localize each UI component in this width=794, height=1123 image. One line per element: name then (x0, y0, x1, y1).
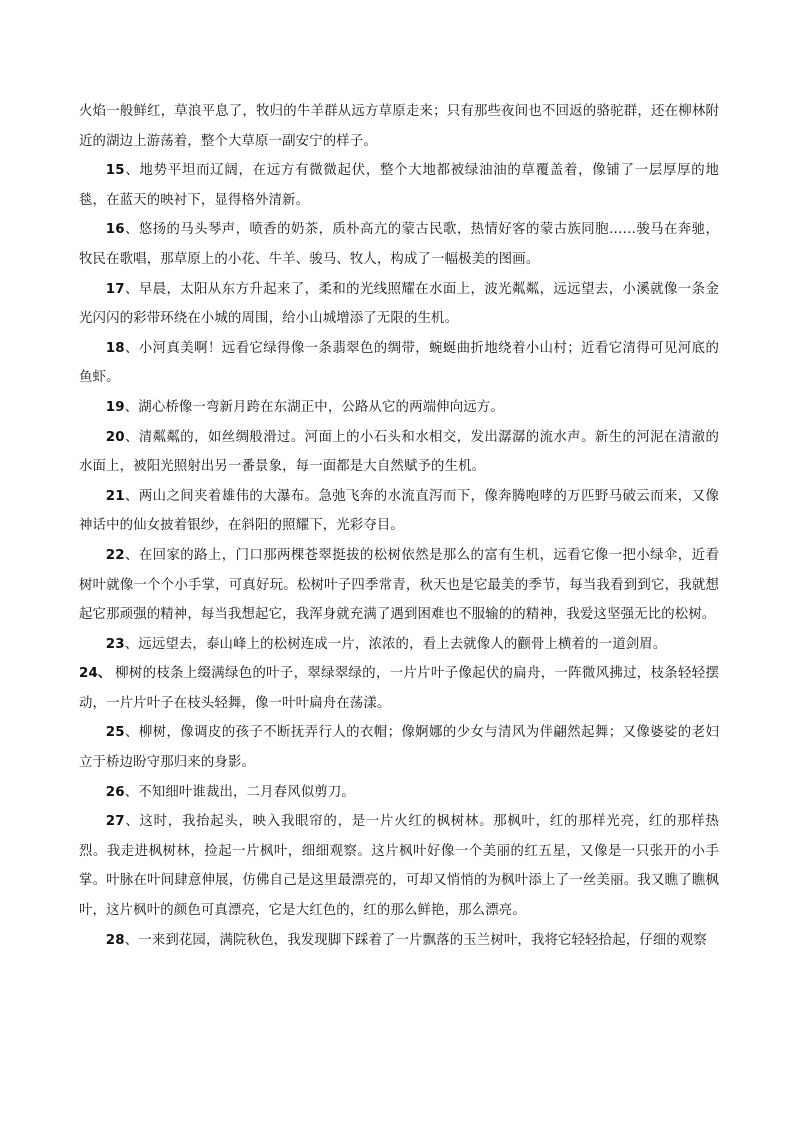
paragraph-text: 、这时，我抬起头，映入我眼帘的，是一片火红的枫树林。那枫叶，红的那样光亮，红的那样热烈。我走进枫树林，捡起一片枫叶，细细观察。这片枫叶好像一个美丽的红五星，又像是一只张开的小手掌。叶脉在叶间肆意伸展，仿佛自己是这里最漂亮的，可却又悄悄的为枫叶添上了一丝美丽。我又瞧了瞧枫叶，这片枫叶的颜色可真漂亮，它是大红色的，红的那么鲜艳，那么漂亮。 (79, 814, 719, 919)
document-page (79, 97, 719, 955)
paragraph-text: 、一来到花园，满院秋色，我发现脚下踩着了一片飘落的玉兰树叶，我将它轻轻拾起，仔细的观察 (124, 932, 707, 948)
paragraph-text: 、柳树，像调皮的孩子不断抚弄行人的衣帽；像婀娜的少女与清风为伴翩然起舞；又像婆娑的老妇立于桥边盼守那归来的身影。 (79, 725, 719, 771)
paragraph (79, 718, 719, 777)
paragraph-text: 、清粼粼的，如丝绸般滑过。河面上的小石头和水相交，发出潺潺的流水声。新生的河泥在清澈的水面上，被阳光照射出另一番景象，每一面都是大自然赋予的生机。 (79, 429, 719, 475)
paragraph-number: 26 (105, 784, 125, 800)
paragraph (79, 334, 719, 393)
paragraph-number: 18 (105, 340, 125, 356)
paragraph-text: 柳树的枝条上缀满绿色的叶子，翠绿翠绿的，一片片叶子像起伏的扁舟，一阵微风拂过，枝条轻轻摆动，一片片叶子在枝头轻舞，像一叶叶扁舟在荡漾。 (79, 666, 719, 711)
paragraph (79, 630, 719, 660)
paragraph-number: 15 (105, 163, 125, 179)
paragraph-number: 25 (105, 725, 125, 741)
paragraph-number: 20 (105, 429, 125, 445)
paragraph-text: 、不知细叶谁裁出，二月春风似剪刀。 (124, 784, 355, 800)
paragraph (79, 482, 719, 541)
paragraph-number: 23 (105, 636, 125, 652)
paragraph (79, 156, 719, 215)
paragraph-text: 、地势平坦而辽阔，在远方有微微起伏，整个大地都被绿油油的草覆盖着，像铺了一层厚厚的地毯，在蓝天的映衬下，显得格外清新。 (79, 163, 719, 208)
paragraph-text: 、在回家的路上，门口那两棵苍翠挺拔的松树依然是那么的富有生机，远看它像一把小绿伞，近看树叶就像一个个小手掌，可真好玩。松树叶子四季常青，秋天也是它最美的季节，每当我看到到它，我就想起它那顽强的精神，每当我想起它，我浑身就充满了遇到困难也不服输的的精神，我爱这坚强无比的松树。 (79, 547, 719, 623)
paragraph-number: 27 (105, 814, 125, 830)
paragraph (79, 659, 719, 718)
paragraph-text: 、早晨，太阳从东方升起来了，柔和的光线照耀在水面上，波光粼粼，远远望去，小溪就像一条金光闪闪的彩带环绕在小城的周围，给小山城增添了无限的生机。 (79, 281, 719, 327)
paragraph-number: 17 (105, 281, 125, 297)
paragraph-text: 、两山之间夹着雄伟的大瀑布。急弛飞奔的水流直泻而下，像奔腾咆哮的万匹野马破云而来，又像神话中的仙女披着银纱，在斜阳的照耀下，光彩夺目。 (79, 488, 719, 534)
paragraph (79, 275, 719, 334)
paragraph (79, 97, 719, 156)
paragraph (79, 778, 719, 808)
paragraph-number: 28 (105, 932, 125, 948)
paragraph (79, 541, 719, 630)
paragraph (79, 393, 719, 423)
paragraph-text: 、远远望去，泰山峰上的松树连成一片，浓浓的，看上去就像人的颧骨上横着的一道剑眉。 (124, 636, 667, 652)
paragraph (79, 926, 719, 956)
paragraph-text: 火焰一般鲜红，草浪平息了，牧归的牛羊群从远方草原走来；只有那些夜间也不回返的骆驼群，还在柳林附近的湖边上游荡着，整个大草原一副安宁的样子。 (79, 104, 719, 149)
paragraph-text: 、悠扬的马头琴声，喷香的奶茶，质朴高亢的蒙古民歌，热情好客的蒙古族同胞……骏马在奔驰，牧民在歌唱，那草原上的小花、牛羊、骏马、牧人，构成了一幅极美的图画。 (79, 222, 719, 267)
paragraph (79, 807, 719, 925)
paragraph-number: 22 (105, 547, 125, 563)
paragraph (79, 423, 719, 482)
paragraph-text: 、小河真美啊！远看它绿得像一条翡翠色的绸带，蜿蜒曲折地绕着小山村；近看它清得可见河底的鱼虾。 (79, 340, 719, 386)
paragraph-text: 、湖心桥像一弯新月跨在东湖正中，公路从它的两端伸向远方。 (124, 399, 504, 415)
paragraph (79, 215, 719, 274)
paragraph-number: 21 (105, 488, 125, 504)
paragraph-number: 19 (105, 399, 125, 415)
paragraph-number: 16 (105, 222, 125, 238)
paragraph-number: 24、 (79, 666, 112, 682)
